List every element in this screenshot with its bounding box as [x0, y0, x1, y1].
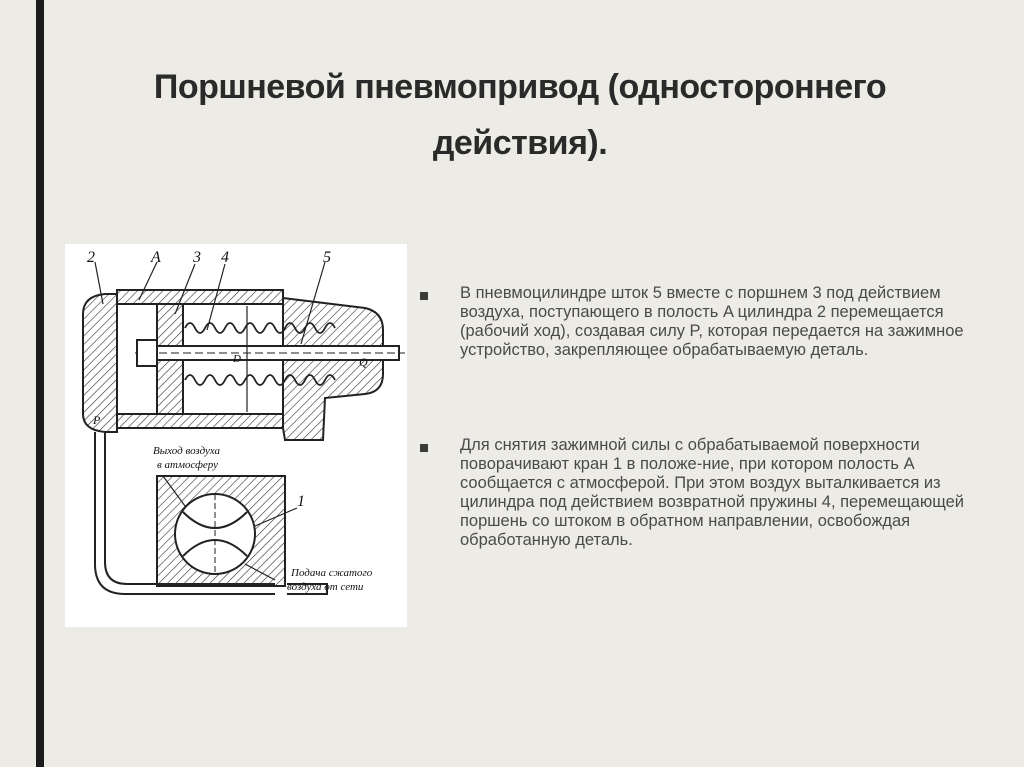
- label-2: 2: [87, 249, 95, 266]
- bullet-item-2: [420, 436, 990, 550]
- label-A: A: [151, 249, 161, 266]
- valve-crane: [157, 476, 285, 586]
- diagram-svg: [65, 244, 407, 627]
- supply-label-line1: Подача сжатого: [291, 567, 373, 579]
- label-4: 4: [221, 249, 229, 266]
- supply-label-line2: воздуха от сети: [287, 581, 364, 593]
- label-D: D: [233, 353, 241, 365]
- cylinder-head: [83, 294, 117, 432]
- slide-title-line-1: Поршневой пневмопривод (одностороннего: [153, 68, 887, 106]
- exhaust-label-line2: в атмосферу: [157, 459, 219, 471]
- cylinder-wall-bottom: [117, 414, 283, 428]
- cylinder-wall-top: [117, 290, 283, 304]
- bullet-item-1: [420, 284, 990, 360]
- label-1: 1: [297, 493, 305, 510]
- label-Q: Q: [359, 355, 368, 369]
- bullet-text-2: Для снятия зажимной силы с обрабатываемой поверхности поворачивают кран 1 в положе-ние, при котором полость A сообщается с атмосферой. При этом воздух выталкивается из цилиндра под действием возвратной пружины 4, перемещающей поршень со штоком в обратном направлении, освобождая обработанную деталь.: [460, 436, 965, 549]
- left-accent-bar: [36, 0, 44, 767]
- label-3: 3: [193, 249, 201, 266]
- rod-nut: [137, 340, 157, 366]
- bullet-square-icon: [420, 444, 428, 452]
- slide-title-line-2: действия).: [432, 124, 608, 162]
- bullet-text-1: В пневмоцилиндре шток 5 вместе с поршнем 3 под действием воздуха, поступающего в полость A цилиндра 2 перемещается (рабочий ход), создавая силу P, которая передается на зажимное устройство, закрепляющее обрабатываемую деталь.: [460, 284, 964, 359]
- exhaust-label-line1: Выход воздуха: [153, 445, 220, 457]
- label-P: P: [93, 413, 101, 427]
- label-5: 5: [323, 249, 331, 266]
- bullet-square-icon: [420, 292, 428, 300]
- pneumatic-cylinder-diagram: [65, 244, 407, 627]
- front-cover: [283, 298, 383, 440]
